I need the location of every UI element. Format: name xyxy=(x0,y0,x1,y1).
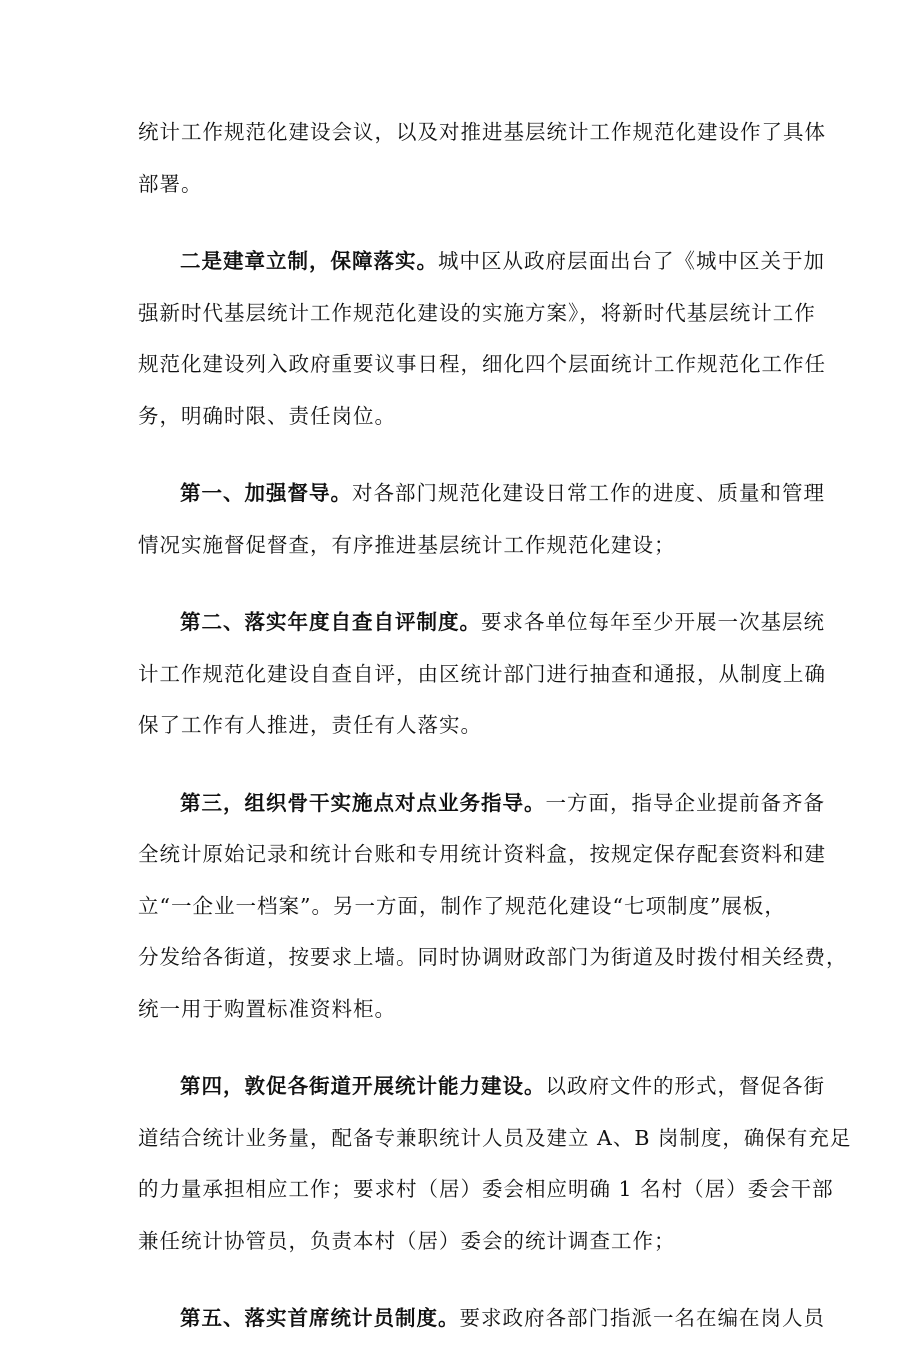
text-line xyxy=(138,288,816,340)
line-text: 务，明确时限、责任岗位。 xyxy=(138,403,396,428)
text-line xyxy=(138,159,788,211)
text-line xyxy=(138,597,825,649)
paragraph-guidance xyxy=(138,778,848,1036)
paragraph-regulations xyxy=(138,236,826,442)
text-line xyxy=(138,391,788,443)
line-text: 保了工作有人推进，责任有人落实。 xyxy=(138,713,482,737)
line-text: 情况实施督促督查，有序推进基层统计工作规范化建设； xyxy=(138,532,676,557)
text-line xyxy=(138,468,825,520)
line-text: 部署。 xyxy=(138,171,203,196)
line-text: 要求各单位每年至少开展一次基层统 xyxy=(481,610,825,634)
paragraph-capacity-building xyxy=(138,1061,852,1267)
text-line xyxy=(138,984,788,1036)
text-line xyxy=(138,236,825,288)
text-line xyxy=(138,107,826,159)
paragraph-continuation xyxy=(138,107,826,210)
text-line xyxy=(138,649,826,701)
paragraph-heading: 第五、落实首席统计员制度。 xyxy=(180,1306,460,1330)
line-text: 城中区从政府层面出台了《城中区关于加 xyxy=(438,249,825,273)
paragraph-heading: 第二、落实年度自查自评制度。 xyxy=(180,610,481,634)
line-text: 立“一企业一档案”。另一方面，制作了规范化建设“七项制度”展板， xyxy=(138,893,786,918)
text-line xyxy=(138,778,825,830)
line-text: 对各部门规范化建设日常工作的进度、质量和管理 xyxy=(352,481,825,505)
paragraph-heading: 二是建章立制，保障落实。 xyxy=(180,249,438,273)
paragraph-heading: 第四，敦促各街道开展统计能力建设。 xyxy=(180,1074,546,1098)
text-line xyxy=(138,700,788,752)
text-line xyxy=(138,829,826,881)
line-text: 计工作规范化建设自查自评，由区统计部门进行抽查和通报，从制度上确 xyxy=(138,661,826,686)
line-text: 的力量承担相应工作；要求村（居）委会相应明确 1 名村（居）委会干部 xyxy=(138,1177,834,1201)
line-text: 兼任统计协管员，负责本村（居）委会的统计调查工作； xyxy=(138,1228,676,1253)
text-line xyxy=(138,1164,834,1216)
line-text: 规范化建设列入政府重要议事日程，细化四个层面统计工作规范化工作任 xyxy=(138,352,826,376)
line-text: 强新时代基层统计工作规范化建设的实施方案》，将新时代基层统计工作 xyxy=(138,300,816,325)
text-line xyxy=(138,881,788,933)
line-text: 分发给各街道，按要求上墙。同时协调财政部门为街道及时拨付相关经费， xyxy=(138,945,848,969)
paragraph-self-evaluation xyxy=(138,597,826,752)
text-line xyxy=(138,339,826,391)
line-text: 一方面，指导企业提前备齐备 xyxy=(545,790,825,815)
text-line xyxy=(138,1061,825,1113)
line-text: 统计工作规范化建设会议，以及对推进基层统计工作规范化建设作了具体 xyxy=(138,120,826,144)
line-text: 要求政府各部门指派一名在编在岗人员 xyxy=(459,1306,825,1330)
text-line xyxy=(138,1216,788,1268)
paragraph-heading: 第三，组织骨干实施点对点业务指导。 xyxy=(180,790,546,815)
document-page xyxy=(138,107,852,1371)
line-text: 以政府文件的形式，督促各街 xyxy=(545,1074,825,1098)
text-line xyxy=(138,932,848,984)
line-text: 全统计原始记录和统计台账和专用统计资料盒，按规定保存配套资料和建 xyxy=(138,842,826,866)
line-text: 道结合统计业务量，配备专兼职统计人员及建立 A、B 岗制度，确保有充足 xyxy=(138,1125,852,1150)
text-line xyxy=(138,1113,852,1165)
paragraph-supervision xyxy=(138,468,825,571)
paragraph-heading: 第一、加强督导。 xyxy=(180,481,352,505)
text-line xyxy=(138,520,788,572)
line-text: 统一用于购置标准资料柜。 xyxy=(138,996,396,1021)
